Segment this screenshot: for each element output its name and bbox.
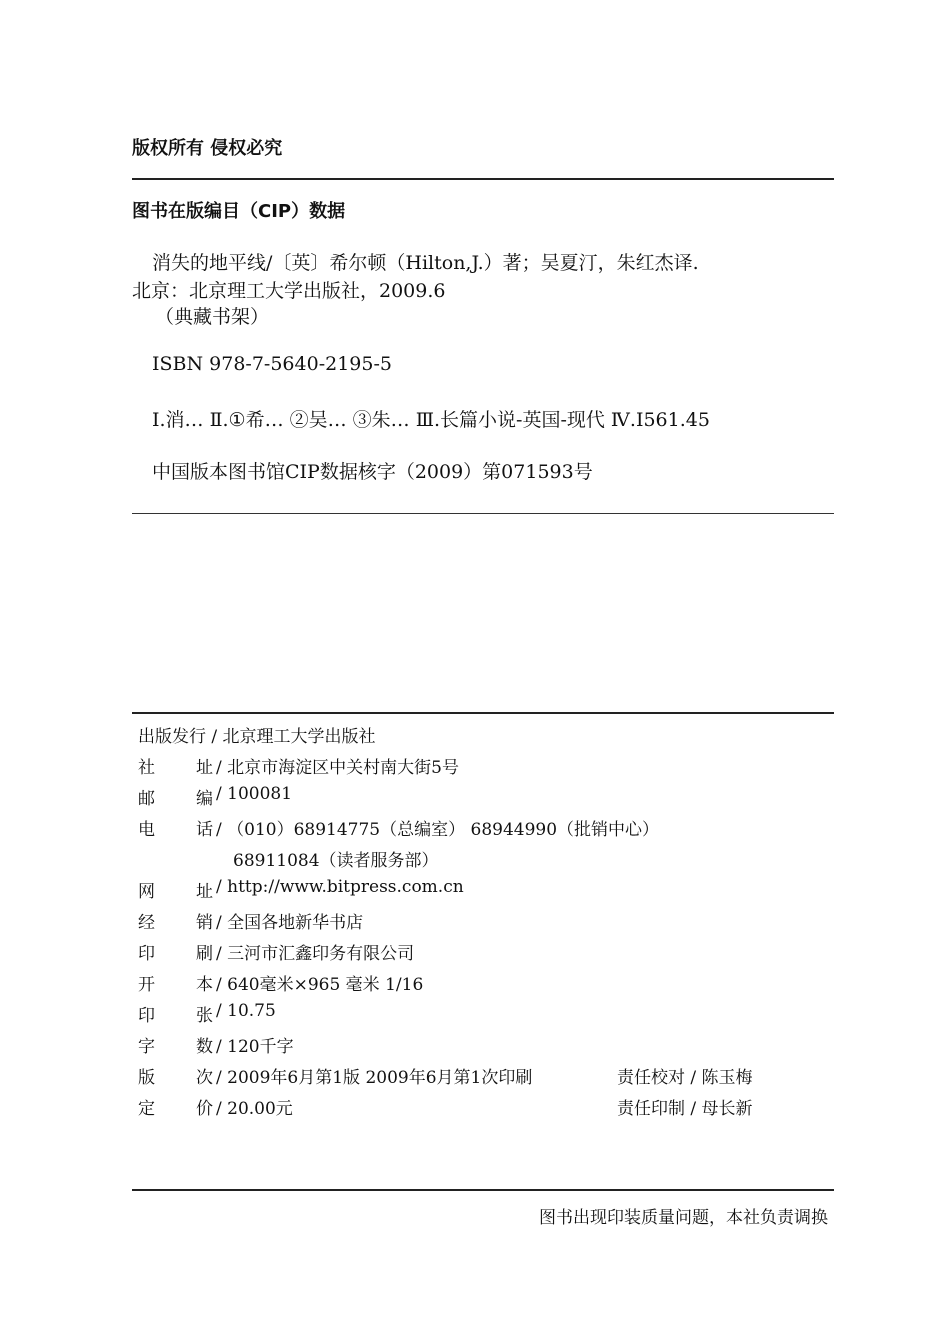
divider-publisher-top — [132, 712, 834, 714]
wordcount-label-1: 字 — [138, 1037, 155, 1057]
copyright-notice: 版权所有 侵权必究 — [132, 138, 283, 159]
distribution-value: 全国各地新华书店 — [227, 913, 364, 933]
website-label-1: 网 — [138, 882, 155, 902]
phone-label-1: 电 — [138, 820, 155, 840]
printer-label-2: 刷 — [196, 944, 213, 964]
distribution-label-2: 销 — [196, 913, 213, 933]
printer-value: 三河市汇鑫印务有限公司 — [227, 944, 415, 964]
cip-heading: 图书在版编目（CIP）数据 — [132, 201, 346, 222]
cip-classification: Ⅰ.消… Ⅱ.①希… ②吴… ③朱… Ⅲ.长篇小说-英国-现代 Ⅳ.I561.45 — [152, 409, 710, 431]
print-supervisor-value: 母长新 — [701, 1099, 753, 1119]
format-value: 640毫米×965 毫米 1/16 — [227, 975, 424, 995]
cip-series-line: （典藏书架） — [155, 306, 270, 328]
cip-publisher-line: 北京：北京理工大学出版社，2009.6 — [132, 280, 446, 302]
postcode-label-2: 编 — [196, 789, 213, 809]
wordcount-label-2: 数 — [196, 1037, 213, 1057]
format-label-1: 开 — [138, 975, 155, 995]
phone-value-2: 68911084（读者服务部） — [233, 851, 439, 871]
website-value: http://www.bitpress.com.cn — [227, 877, 464, 897]
cip-verification: 中国版本图书馆CIP数据核字（2009）第071593号 — [152, 461, 593, 483]
cip-title-line: 消失的地平线/〔英〕希尔顿（Hilton,J.）著；吴夏汀，朱红杰译. — [152, 252, 699, 274]
price-label-1: 定 — [138, 1099, 155, 1119]
postcode-label-1: 邮 — [138, 789, 155, 809]
postcode-value: 100081 — [227, 784, 293, 804]
edition-label-1: 版 — [138, 1068, 155, 1088]
cip-isbn: ISBN 978-7-5640-2195-5 — [152, 353, 392, 375]
sheets-label-2: 张 — [196, 1006, 213, 1026]
address-value: 北京市海淀区中关村南大街5号 — [227, 758, 459, 778]
divider-top — [132, 178, 834, 180]
edition-value: 2009年6月第1版 2009年6月第1次印刷 — [227, 1068, 533, 1088]
distribution-label-1: 经 — [138, 913, 155, 933]
publisher-label: 出版发行 — [138, 727, 206, 747]
printer-label-1: 印 — [138, 944, 155, 964]
publisher-value: 北京理工大学出版社 — [222, 727, 376, 747]
divider-bottom — [132, 1189, 834, 1191]
address-label-2: 址 — [196, 758, 213, 778]
proofreader-value: 陈玉梅 — [701, 1068, 753, 1088]
edition-label-2: 次 — [196, 1068, 213, 1088]
footer-note: 图书出现印装质量问题，本社负责调换 — [539, 1208, 828, 1228]
wordcount-value: 120千字 — [227, 1037, 294, 1057]
price-value: 20.00元 — [227, 1099, 293, 1119]
format-label-2: 本 — [196, 975, 213, 995]
sheets-value: 10.75 — [227, 1001, 276, 1021]
print-supervisor-row: 责任印制 / 母长新 — [617, 1099, 753, 1119]
publisher-row: 出版发行 / 北京理工大学出版社 — [138, 727, 376, 747]
sheets-label-1: 印 — [138, 1006, 155, 1026]
proofreader-label: 责任校对 — [617, 1068, 685, 1088]
phone-value: （010）68914775（总编室） 68944990（批销中心） — [227, 820, 660, 840]
price-label-2: 价 — [196, 1099, 213, 1119]
phone-label-2: 话 — [196, 820, 213, 840]
proofreader-row: 责任校对 / 陈玉梅 — [617, 1068, 753, 1088]
address-label-1: 社 — [138, 758, 155, 778]
website-label-2: 址 — [196, 882, 213, 902]
print-supervisor-label: 责任印制 — [617, 1099, 685, 1119]
divider-cip-end — [132, 513, 834, 514]
